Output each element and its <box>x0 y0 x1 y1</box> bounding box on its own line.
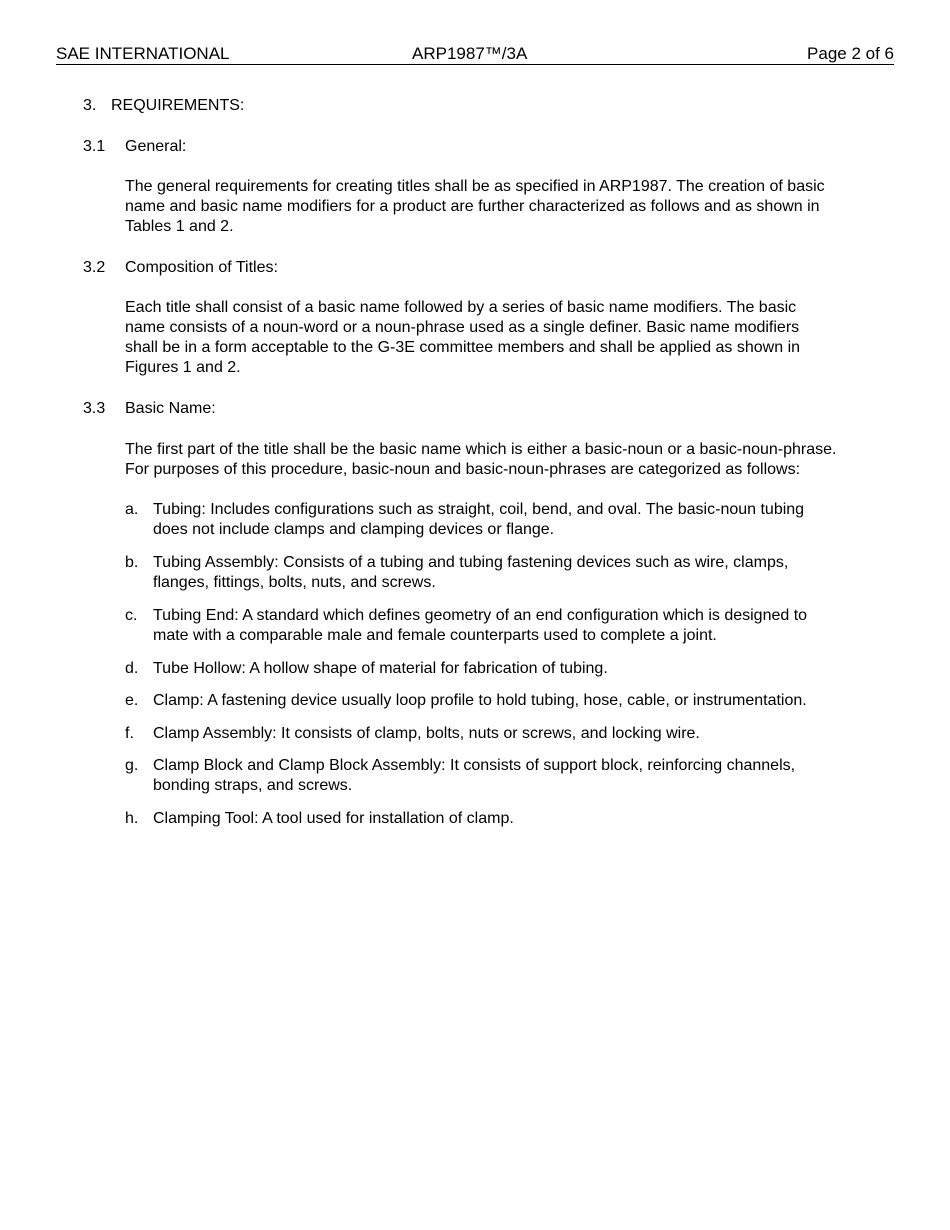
list-marker: e. <box>125 692 139 709</box>
subsection-heading-general <box>83 137 186 157</box>
section-title: REQUIREMENTS: <box>111 97 245 114</box>
list-item <box>125 691 885 711</box>
paragraph-line: For purposes of this procedure, basic-noun and basic-noun-phrases are categorized as follows: <box>125 461 801 478</box>
subsection-heading-basic-name <box>83 399 216 419</box>
list-item <box>125 553 885 593</box>
subsection-number: 3.2 <box>83 259 106 276</box>
section-number: 3. <box>83 97 97 114</box>
list-item <box>125 809 885 829</box>
subsection-title: General: <box>125 138 187 155</box>
header-document-id: ARP1987™/3A <box>412 44 528 63</box>
list-marker: f. <box>125 725 134 742</box>
list-line: flanges, fittings, bolts, nuts, and screws. <box>153 574 436 591</box>
header-organization: SAE INTERNATIONAL <box>56 44 230 63</box>
list-line: mate with a comparable male and female counterparts used to complete a joint. <box>153 627 717 644</box>
paragraph-general <box>125 177 885 237</box>
subsection-number: 3.3 <box>83 400 106 417</box>
paragraph-line: The first part of the title shall be the basic name which is either a basic-noun or a basic-noun-phrase. <box>125 441 837 458</box>
page-header <box>56 44 894 65</box>
list-marker: c. <box>125 607 138 624</box>
paragraph-line: Each title shall consist of a basic name followed by a series of basic name modifiers. The basic <box>125 299 797 316</box>
list-line: Clamp Assembly: It consists of clamp, bolts, nuts or screws, and locking wire. <box>153 725 700 742</box>
list-item <box>125 659 885 679</box>
subsection-title: Basic Name: <box>125 400 216 417</box>
paragraph-line: Tables 1 and 2. <box>125 218 234 235</box>
list-item <box>125 756 885 796</box>
list-marker: g. <box>125 757 139 774</box>
list-line: Tube Hollow: A hollow shape of material for fabrication of tubing. <box>153 660 608 677</box>
subsection-number: 3.1 <box>83 138 106 155</box>
paragraph-line: name consists of a noun-word or a noun-phrase used as a single definer. Basic name modifiers <box>125 319 800 336</box>
list-line: does not include clamps and clamping devices or flange. <box>153 521 555 538</box>
paragraph-line: Figures 1 and 2. <box>125 359 241 376</box>
list-marker: d. <box>125 660 139 677</box>
subsection-heading-composition <box>83 258 278 278</box>
paragraph-line: name and basic name modifiers for a product are further characterized as follows and as shown in <box>125 198 820 215</box>
paragraph-basic-name <box>125 440 885 480</box>
list-item <box>125 606 885 646</box>
list-marker: a. <box>125 501 139 518</box>
subsection-title: Composition of Titles: <box>125 259 278 276</box>
list-line: Tubing: Includes configurations such as straight, coil, bend, and oval. The basic-noun tubing <box>153 501 805 518</box>
paragraph-line: shall be in a form acceptable to the G-3E committee members and shall be applied as shown in <box>125 339 801 356</box>
header-page-number: Page 2 of 6 <box>807 44 894 63</box>
list-line: Clamping Tool: A tool used for installation of clamp. <box>153 810 514 827</box>
list-line: Clamp: A fastening device usually loop profile to hold tubing, hose, cable, or instrumentation. <box>153 692 807 709</box>
section-heading <box>83 96 244 116</box>
paragraph-composition <box>125 298 885 378</box>
list-line: bonding straps, and screws. <box>153 777 353 794</box>
list-marker: h. <box>125 810 139 827</box>
list-item <box>125 724 885 744</box>
list-line: Tubing End: A standard which defines geometry of an end configuration which is designed to <box>153 607 808 624</box>
list-line: Clamp Block and Clamp Block Assembly: It consists of support block, reinforcing channels, <box>153 757 796 774</box>
paragraph-line: The general requirements for creating titles shall be as specified in ARP1987. The creation of basic <box>125 178 825 195</box>
list-marker: b. <box>125 554 139 571</box>
list-line: Tubing Assembly: Consists of a tubing and tubing fastening devices such as wire, clamps, <box>153 554 789 571</box>
list-item <box>125 500 885 540</box>
